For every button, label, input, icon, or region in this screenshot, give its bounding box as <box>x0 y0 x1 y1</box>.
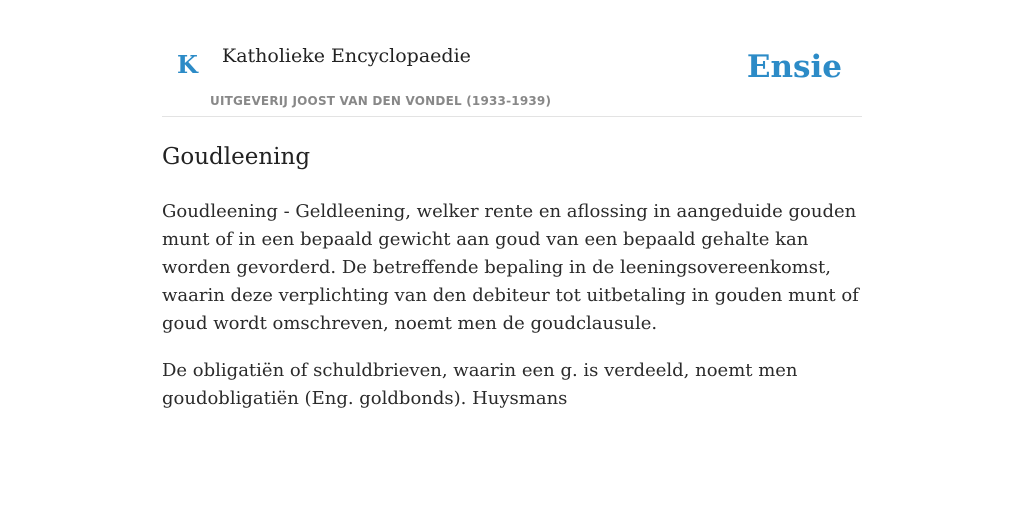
publication-logo-icon[interactable]: K <box>177 50 198 79</box>
article-title: Goudleening <box>162 144 311 170</box>
article-paragraph: De obligatiën of schuldbrieven, waarin een g. is verdeeld, noemt men goudobligatiën (Eng. goldbonds). Huysmans <box>162 360 798 409</box>
page-container <box>162 0 862 413</box>
article <box>162 117 862 413</box>
article-paragraph: Goudleening - Geldleening, welker rente en aflossing in aangeduide gouden munt of in een bepaald gewicht aan goud van een bepaald gehalte kan worden gevorderd. De betreffende bepaling in de leeningsovereenkomst, waarin deze verplichting van den debiteur tot uitbetaling in gouden munt of goud wordt omschreven, noemt men de goudclausule. <box>162 201 859 334</box>
publication-title[interactable]: Katholieke Encyclopaedie <box>222 45 471 67</box>
publication-header <box>162 0 862 117</box>
publication-subtitle: UITGEVERIJ JOOST VAN DEN VONDEL (1933-1939) <box>210 94 552 108</box>
ensie-brand-link[interactable]: Ensie <box>746 49 842 85</box>
